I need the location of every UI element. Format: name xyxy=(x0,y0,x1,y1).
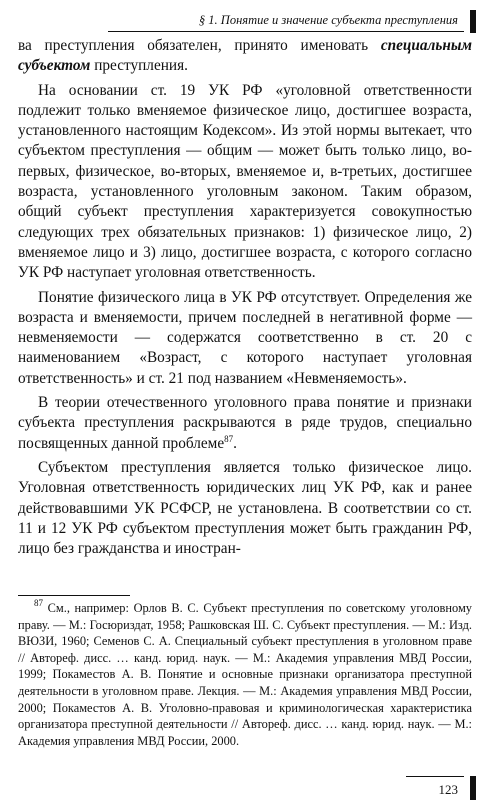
page-footer xyxy=(18,776,478,800)
paragraph-2: На основании ст. 19 УК РФ «уголовной ответственности подлежит только вменяемое физическое лицо, достигшее возраста, установленного настоящим Кодексом». Из этой нормы вытекает, что субъектом преступления — общим — может быть только лицо, во-первых, физическое, во-вторых, вменяемое и, в-третьих, достигшее возраста, установленного уголовным законом. Таким образом, общий субъект преступления характеризуется совокупностью следующих трех обязательных признаков: 1) физическое лицо, 2) вменяемое лицо и 3) лицо, достигшее возраста, с которого согласно УК РФ наступает уголовная ответственность. xyxy=(18,81,472,282)
paragraph-4-end: . xyxy=(233,434,237,452)
footnote xyxy=(18,600,472,749)
paragraph-4-text: В теории отечественного уголовного права понятие и признаки субъекта преступления раскрываются в ряде трудов, специально посвященных данной проблеме xyxy=(18,394,472,452)
main-text xyxy=(18,36,472,559)
footnote-separator xyxy=(18,595,130,596)
footnote-number: 87 xyxy=(34,598,43,608)
term-special-subject: специальным субъектом xyxy=(18,37,472,75)
footer-edge-bar xyxy=(470,776,476,800)
page-number: 123 xyxy=(438,782,458,797)
footnote-reference: 87 xyxy=(224,433,234,444)
header-edge-bar xyxy=(470,10,476,33)
paragraph-3: Понятие физического лица в УК РФ отсутствует. Определения же возраста и вменяемости, причем последней в негативной форме — невменяемости — содержатся соответственно в ст. 20 с наименованием «Возраст, с которого наступает уголовная ответственность» и ст. 21 под названием «Невменяемость». xyxy=(18,288,472,387)
footnote-text: См., например: Орлов В. С. Субъект преступления по советскому уголовному праву. — М.: Госюриздат, 1958; Рашковская Ш. С. Субъект преступления. — М.: Изд. ВЮЗИ, 1960; Семенов С. А. Специальный субъект преступления в уголовном праве // Автореф. дисс. … канд. юрид. наук. — М.: Академия управления МВД России, 1999; Покаместов А. В. Понятие и основные признаки организатора преступной деятельности в уголовном праве. Лекция. — М.: Академия управления МВД России, 2000; Покаместов А. В. Уголовно-правовая и криминологическая характеристика организатора преступной деятельности // Автореф. дисс. … канд. юрид. наук. — М.: Академия управления МВД России, 2000. xyxy=(18,601,472,748)
paragraph-1-end: преступления. xyxy=(90,57,188,75)
footnote-paragraph xyxy=(18,600,472,749)
header-rule xyxy=(108,31,464,32)
running-header xyxy=(18,10,478,32)
running-header-title: § 1. Понятие и значение субъекта преступления xyxy=(198,13,458,27)
paragraph-1-text: ва преступления обязателен, принято именовать xyxy=(18,37,381,54)
paragraph-5: Субъектом преступления является только физическое лицо. Уголовная ответственность юридических лиц УК РФ, как и ранее действовавшими УК РСФСР, не установлена. В соответствии со ст. 11 и 12 УК РФ субъектом преступления может быть гражданин РФ, лицо без гражданства и иностран- xyxy=(18,458,472,558)
footer-rule xyxy=(406,776,464,777)
paragraph-4 xyxy=(18,393,472,454)
paragraph-continued xyxy=(18,36,472,77)
